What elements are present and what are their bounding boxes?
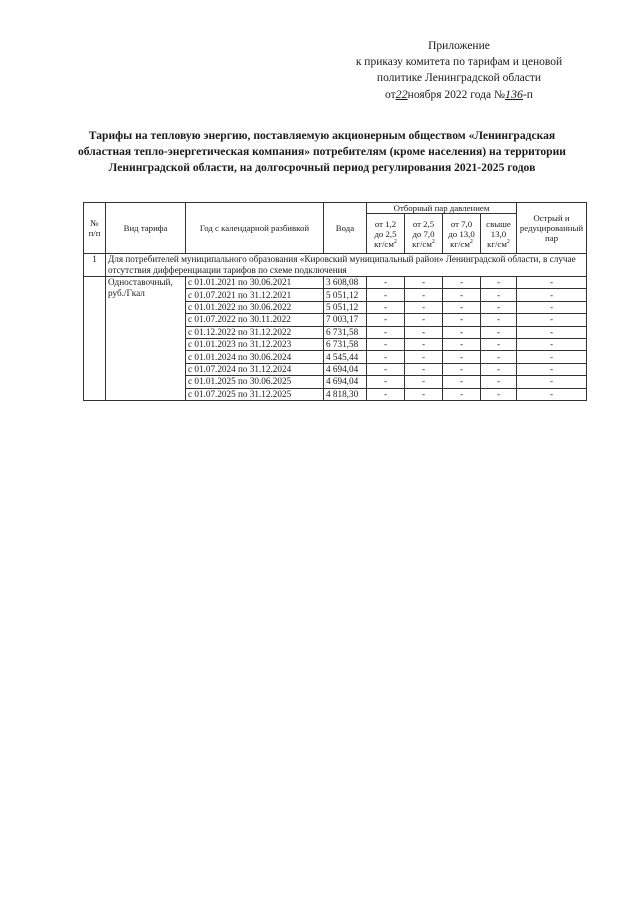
period-cell: с 01.07.2021 по 31.12.2021 bbox=[186, 289, 324, 301]
period-cell: с 01.07.2024 по 31.12.2024 bbox=[186, 363, 324, 375]
order-suffix: -п bbox=[522, 89, 533, 101]
water-value-cell: 5 051,12 bbox=[324, 289, 367, 301]
header-num: № п/п bbox=[84, 203, 106, 254]
pressure-1-cell: - bbox=[367, 363, 405, 375]
pressure-4-cell: - bbox=[481, 277, 517, 289]
water-value-cell: 3 608,08 bbox=[324, 277, 367, 289]
appendix-title: Приложение bbox=[428, 40, 490, 52]
sharp-steam-cell: - bbox=[517, 376, 587, 388]
appendix-block bbox=[330, 38, 588, 103]
header-row-1 bbox=[84, 203, 587, 214]
sharp-steam-cell: - bbox=[517, 351, 587, 363]
pressure-4-cell: - bbox=[481, 301, 517, 313]
water-value-cell: 6 731,58 bbox=[324, 326, 367, 338]
header-year: Год с календарной разбивкой bbox=[186, 203, 324, 254]
period-cell: с 01.12.2022 по 31.12.2022 bbox=[186, 326, 324, 338]
handwritten-order-number: 136 bbox=[504, 87, 523, 101]
water-value-cell: 5 051,12 bbox=[324, 301, 367, 313]
pressure-2-cell: - bbox=[405, 301, 443, 313]
pressure-2-cell: - bbox=[405, 338, 443, 350]
sharp-steam-cell: - bbox=[517, 289, 587, 301]
group-number: 1 bbox=[84, 254, 106, 277]
pressure-3-cell: - bbox=[443, 351, 481, 363]
period-cell: с 01.01.2022 по 30.06.2022 bbox=[186, 301, 324, 313]
water-value-cell: 4 818,30 bbox=[324, 388, 367, 400]
pressure-2-cell: - bbox=[405, 326, 443, 338]
pressure-4-cell: - bbox=[481, 314, 517, 326]
handwritten-day: 22 bbox=[395, 87, 408, 101]
group-row bbox=[84, 254, 587, 277]
pressure-3-cell: - bbox=[443, 363, 481, 375]
pressure-4-cell: - bbox=[481, 363, 517, 375]
appendix-date-line bbox=[330, 86, 588, 103]
pressure-3-cell: - bbox=[443, 388, 481, 400]
date-prefix: от bbox=[385, 89, 396, 101]
water-value-cell: 7 003,17 bbox=[324, 314, 367, 326]
pressure-1-cell: - bbox=[367, 376, 405, 388]
water-value-cell: 4 545,44 bbox=[324, 351, 367, 363]
pressure-1-cell: - bbox=[367, 388, 405, 400]
pressure-1-cell: - bbox=[367, 277, 405, 289]
sharp-steam-cell: - bbox=[517, 388, 587, 400]
header-sharp-steam: Острый и редуцированный пар bbox=[517, 203, 587, 254]
header-steam-group: Отборный пар давлением bbox=[367, 203, 517, 214]
pressure-3-cell: - bbox=[443, 338, 481, 350]
empty-num-cell bbox=[84, 277, 106, 401]
pressure-2-cell: - bbox=[405, 277, 443, 289]
pressure-1-cell: - bbox=[367, 314, 405, 326]
pressure-2-cell: - bbox=[405, 314, 443, 326]
period-cell: с 01.01.2024 по 30.06.2024 bbox=[186, 351, 324, 363]
pressure-2-cell: - bbox=[405, 388, 443, 400]
pressure-3-cell: - bbox=[443, 289, 481, 301]
tariff-kind-cell: Одноставочный, руб./Гкал bbox=[106, 277, 186, 401]
sharp-steam-cell: - bbox=[517, 277, 587, 289]
period-cell: с 01.01.2021 по 30.06.2021 bbox=[186, 277, 324, 289]
pressure-1-cell: - bbox=[367, 351, 405, 363]
header-water: Вода bbox=[324, 203, 367, 254]
sharp-steam-cell: - bbox=[517, 326, 587, 338]
pressure-4-cell: - bbox=[481, 388, 517, 400]
pressure-3-cell: - bbox=[443, 326, 481, 338]
sharp-steam-cell: - bbox=[517, 338, 587, 350]
pressure-2-cell: - bbox=[405, 289, 443, 301]
pressure-4-cell: - bbox=[481, 338, 517, 350]
pressure-3-cell: - bbox=[443, 277, 481, 289]
pressure-4-cell: - bbox=[481, 376, 517, 388]
header-pressure-2: от 2,5 до 7,0 $кг/см^2$ bbox=[405, 214, 443, 254]
sharp-steam-cell: - bbox=[517, 363, 587, 375]
period-cell: с 01.01.2025 по 30.06.2025 bbox=[186, 376, 324, 388]
pressure-1-cell: - bbox=[367, 326, 405, 338]
pressure-1-cell: - bbox=[367, 301, 405, 313]
pressure-1-cell: - bbox=[367, 289, 405, 301]
pressure-4-cell: - bbox=[481, 289, 517, 301]
water-value-cell: 4 694,04 bbox=[324, 363, 367, 375]
pressure-2-cell: - bbox=[405, 376, 443, 388]
table-row bbox=[84, 277, 587, 289]
period-cell: с 01.07.2022 по 30.11.2022 bbox=[186, 314, 324, 326]
water-value-cell: 6 731,58 bbox=[324, 338, 367, 350]
tariff-rows bbox=[84, 277, 587, 401]
pressure-3-cell: - bbox=[443, 314, 481, 326]
water-value-cell: 4 694,04 bbox=[324, 376, 367, 388]
pressure-4-cell: - bbox=[481, 326, 517, 338]
date-rest: ноября 2022 года № bbox=[407, 89, 505, 101]
pressure-1-cell: - bbox=[367, 338, 405, 350]
header-pressure-3: от 7,0 до 13,0 $кг/см^2$ bbox=[443, 214, 481, 254]
period-cell: с 01.01.2023 по 31.12.2023 bbox=[186, 338, 324, 350]
header-pressure-1: от 1,2 до 2,5 $кг/см^2$ bbox=[367, 214, 405, 254]
pressure-4-cell: - bbox=[481, 351, 517, 363]
pressure-2-cell: - bbox=[405, 363, 443, 375]
pressure-3-cell: - bbox=[443, 376, 481, 388]
tariff-table bbox=[83, 202, 587, 401]
pressure-2-cell: - bbox=[405, 351, 443, 363]
sharp-steam-cell: - bbox=[517, 301, 587, 313]
header-pressure-4: свыше 13,0 $кг/см^2$ bbox=[481, 214, 517, 254]
document-title: Тарифы на тепловую энергию, поставляемую акционерным обществом «Ленинградская областная тепло-энергетическая компания» потребителям (кроме населения) на территории Ленинградской области, на долгосрочный период регулирования 2021-2025 годов bbox=[78, 129, 566, 174]
period-cell: с 01.07.2025 по 31.12.2025 bbox=[186, 388, 324, 400]
group-description: Для потребителей муниципального образования «Кировский муниципальный район» Ленинградской области, в случае отсутствия дифференциации тарифов по схеме подключения bbox=[106, 254, 587, 277]
pressure-3-cell: - bbox=[443, 301, 481, 313]
appendix-order-line-2: политике Ленинградской области bbox=[376, 72, 542, 84]
sharp-steam-cell: - bbox=[517, 314, 587, 326]
appendix-order-line: к приказу комитета по тарифам и ценовой bbox=[355, 56, 563, 68]
header-tariff-type: Вид тарифа bbox=[106, 203, 186, 254]
